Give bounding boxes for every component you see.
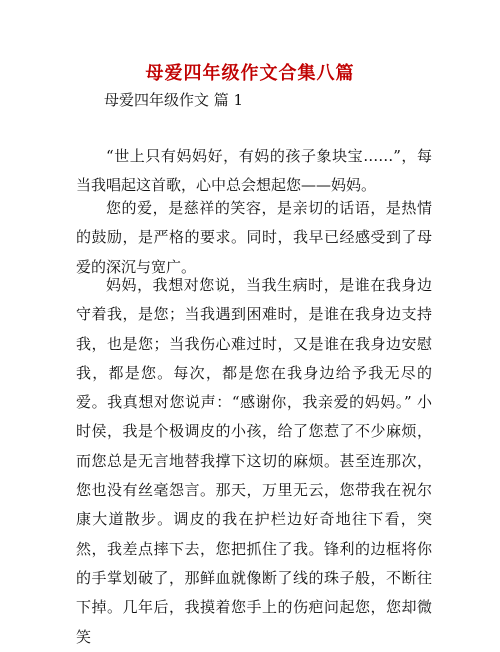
document-title: 母爱四年级作文合集八篇 bbox=[145, 63, 355, 84]
paragraph: 妈妈，我想对您说，当我生病时，是谁在我身边守着我，是您；当我遇到困难时，是谁在我身边支持我，也是您；当我伤心难过时，又是谁在我身边安慰我，都是您。每次，都是您在我身边给予我无尽的爱。我真想对您说声：“感谢你，我亲爱的妈妈。” 小时侯，我是个极调皮的小孩，给了您惹了不少麻烦，而您总是无言地替我撑下这切的麻烦。甚至连那次，您也没有丝毫怨言。那天，万里无云，您带我在祝尔康大道散步。调皮的我在护栏边好奇地往下看，突然，我差点摔下去，您把抓住了我。锋利的边框将你的手掌划破了，那鲜血就像断了线的珠子般，不断往下掉。几年后，我摸着您手上的伤疤问起您，您却微笑 bbox=[76, 276, 432, 646]
paragraph: 您的爱，是慈祥的笑容，是亲切的话语，是热情的鼓励，是严格的要求。同时，我早已经感受到了母爱的深沉与宽广。 bbox=[76, 199, 432, 276]
section-heading: 母爱四年级作文 篇 1 bbox=[104, 91, 244, 109]
paragraph: “世上只有妈妈好，有妈的孩子象块宝……”，每当我唱起这首歌，心中总会想起您——妈妈。 bbox=[76, 147, 432, 195]
